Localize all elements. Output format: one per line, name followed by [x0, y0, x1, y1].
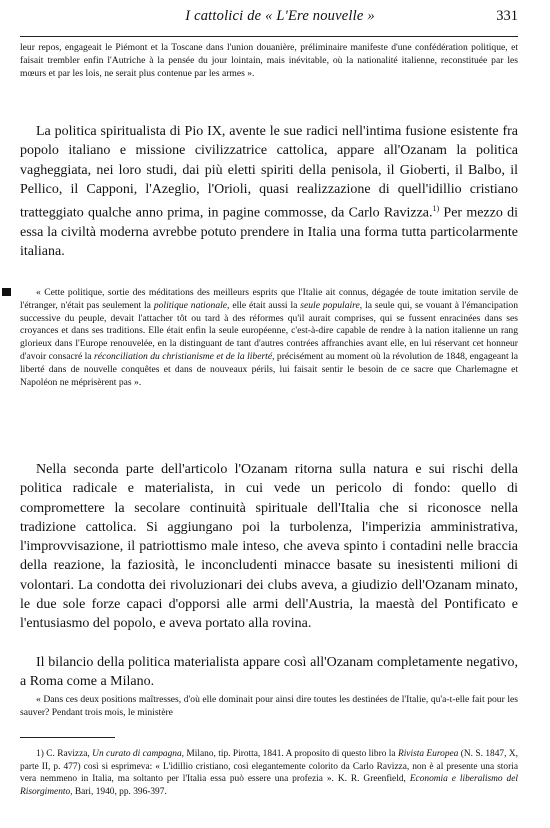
paragraph-politica-spiritualista: [20, 122, 518, 262]
footnote-italic: Economia e liberalismo del Risorgimento: [20, 774, 518, 797]
quote-italic: politique nationale: [153, 299, 228, 311]
quote-text: , la seule qui, se vouant à l'émancipation successive du peuple, devait l'attacher tôt ou tard à des réformes qu'il aurait comprises, qui se fussent enracinées dans ses croyances et dans ses traditions. Elle était enfin la seule européenne, c'est-à-dire capable de rendre à la nation italienne un rang glorieux dans l'Europe renouvelée, en la distinguant de tant d'autres contrées affranchies avant elle, en lui réservant cet honneur d'avoir consacré la: [20, 299, 518, 362]
margin-marker: [2, 288, 11, 296]
footnote-text: C. Ravizza,: [43, 749, 93, 759]
paragraph-text: Per mezzo di essa la civiltà moderna avrebbe potuto prendere in Italia una forma tutta particolarmente italiana.: [20, 205, 518, 260]
quote-text: « Cette politique, sortie des méditations des meilleurs esprits que l'Italie ait connus, dégagée de toute imitation servile de l'étranger, n'était pas seulement la: [20, 287, 518, 311]
paragraph-text: La politica spiritualista di Pio IX, avente le sue radici nell'intima fusione esistente fra popolo italiano e missione civilizzatrice cattolica, appare all'Ozanam la politica vagheggiata, nei loro studi, dai più eletti spiriti della penisola, il Gioberti, il Balbo, il Pellico, il Capponi, l'Azeglio, l'Orioli, quasi realizzazione di quell'idillio cristiano tratteggiato qualche anno prima, in pagine commosse, da Carlo Ravizza.: [20, 124, 518, 221]
footnote-italic: Rivista Europea: [397, 749, 459, 759]
quote-italic: réconciliation du christianisme et de la liberté: [93, 350, 273, 362]
footnote-text: (N. S. 1847, X, parte II, p. 477) così si esprimeva: « L'idillio cristiano, così elegantemente colorito da Carlo Ravizza, non è al presente una storia vera nemmeno in Italia, ma soltanto per l'Italia essa può essere una profezia ». K. R. Greenfield,: [20, 749, 518, 785]
running-title: I cattolici de « L'Ere nouvelle »: [185, 8, 375, 24]
header-rule: [20, 36, 518, 37]
footnote-text: , Milano, tip. Pirotta, 1841. A proposito di questo libro la: [181, 749, 398, 759]
page-number: 331: [496, 8, 518, 24]
footnote-rule: [20, 737, 115, 738]
footnote-number: 1): [36, 749, 44, 759]
page-header: [120, 8, 518, 30]
paragraph-seconda-parte: Nella seconda parte dell'articolo l'Ozanam ritorna sulla natura e sui rischi della politica radicale e materialista, in cui vede un pericolo di fondo: quello di compromettere la secolare continuità spirituale dell'Italia che si riconosce nella tradizione cattolica. Si aggiungano poi la turbolenza, l'imperizia amministrativa, l'improvvisazione, il patriottismo male inteso, che aveva spinto i contadini nelle braccia della reazione, la faziosità, le inconcludenti minacce basate su inesistenti milioni di volontari. La condotta dei rivoluzionari dei clubs aveva, a giudizio dell'Ozanam minato, le due sole forze capaci d'opporsi alle armi dell'Austria, la maestà del Pontificato e l'entusiasmo del popolo, e aveva portato alla rovina.: [20, 462, 518, 632]
quote-text: , précisément au moment où la révolution de 1848, engageant la liberté dans de nouvelle conquêtes et dans de nouveaux périls, lui faisait sentir le besoin de ce sacre que Charlemagne et Napoléon ne méprisèrent pas ».: [20, 350, 518, 388]
footnote-reference: 1): [432, 204, 440, 214]
quote-continuation: leur repos, engageait le Piémont et la Toscane dans l'union douanière, préliminaire manifeste d'une confédération politique, et faisait trembler enfin l'Autriche à la pensée du jour lointain, mais inévitable, où la nationalité italienne, reconstituée par les mœurs et par les lois, ne serait plus contenue par les armes ».: [20, 42, 518, 79]
footnote-text: , Bari, 1940, pp. 396-397.: [70, 786, 167, 797]
paragraph-bilancio: Il bilancio della politica materialista appare così all'Ozanam completamente negativo, a Roma come a Milano.: [20, 655, 518, 690]
footnote-1: [20, 748, 518, 798]
quote-deux-positions: « Dans ces deux positions maîtresses, d'où elle dominait pour ainsi dire toutes les destinées de l'Italie, qu'a-t-elle fait pour les sauver? Pendant trois mois, le ministère: [20, 694, 518, 718]
quote-cette-politique: [20, 287, 518, 389]
footnote-italic: Un curato di campagna: [92, 749, 182, 759]
quote-italic: seule populaire: [300, 299, 360, 311]
quote-text: , elle était aussi la: [227, 299, 301, 311]
